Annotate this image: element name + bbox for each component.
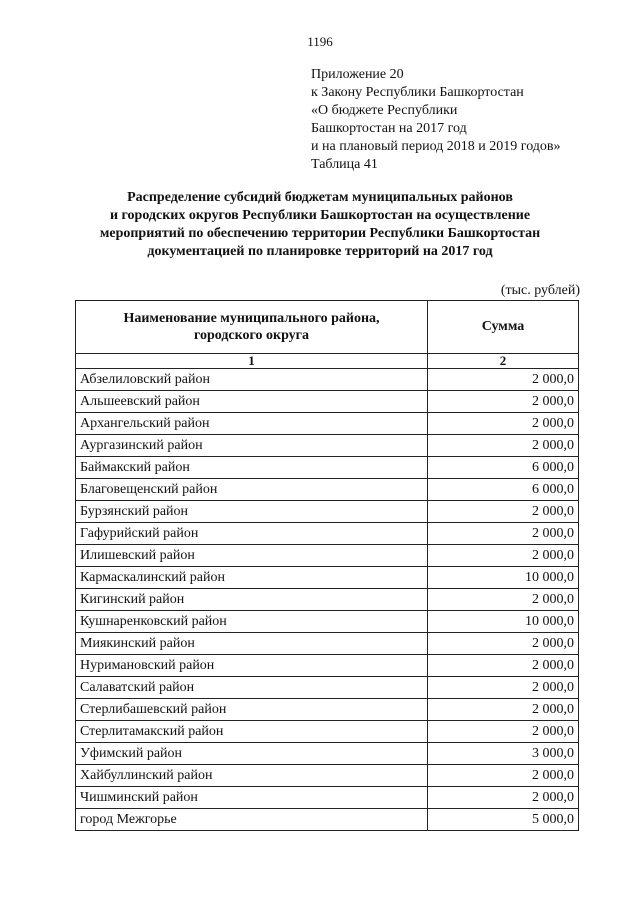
table-row bbox=[76, 809, 579, 831]
table-row bbox=[76, 457, 579, 479]
title-line: Распределение субсидий бюджетам муниципальных районов bbox=[127, 190, 513, 205]
table-row bbox=[76, 413, 579, 435]
district-name: город Межгорье bbox=[76, 809, 428, 831]
district-name: Аургазинский район bbox=[76, 435, 428, 457]
subsidy-amount: 2 000,0 bbox=[428, 699, 579, 721]
table-row bbox=[76, 743, 579, 765]
subsidy-amount: 3 000,0 bbox=[428, 743, 579, 765]
title-line: мероприятий по обеспечению территории Республики Башкортостан bbox=[99, 226, 541, 241]
appendix-line: Таблица 41 bbox=[311, 157, 378, 172]
subsidy-amount: 2 000,0 bbox=[428, 655, 579, 677]
district-name: Чишминский район bbox=[76, 787, 428, 809]
appendix-line: и на плановый период 2018 и 2019 годов» bbox=[311, 139, 561, 154]
table-row bbox=[76, 391, 579, 413]
district-name: Кармаскалинский район bbox=[76, 567, 428, 589]
district-name: Стерлитамакский район bbox=[76, 721, 428, 743]
subsidy-amount: 2 000,0 bbox=[428, 589, 579, 611]
table-row bbox=[76, 655, 579, 677]
table-row bbox=[76, 787, 579, 809]
district-name: Баймакский район bbox=[76, 457, 428, 479]
appendix-line: «О бюджете Республики bbox=[311, 103, 458, 118]
table-row bbox=[76, 699, 579, 721]
units-label: (тыс. рублей) bbox=[500, 283, 580, 298]
header-name-column bbox=[76, 301, 428, 354]
district-name: Уфимский район bbox=[76, 743, 428, 765]
table-row bbox=[76, 523, 579, 545]
district-name: Архангельский район bbox=[76, 413, 428, 435]
subsidy-amount: 2 000,0 bbox=[428, 677, 579, 699]
title-line: документацией по планировке территорий на 2017 год bbox=[147, 244, 493, 259]
appendix-line: Приложение 20 bbox=[311, 67, 404, 82]
table-row bbox=[76, 369, 579, 391]
table-row bbox=[76, 633, 579, 655]
district-name: Абзелиловский район bbox=[76, 369, 428, 391]
table-row bbox=[76, 567, 579, 589]
district-name: Миякинский район bbox=[76, 633, 428, 655]
district-name: Бурзянский район bbox=[76, 501, 428, 523]
table-row bbox=[76, 545, 579, 567]
district-name: Хайбуллинский район bbox=[76, 765, 428, 787]
table-row bbox=[76, 721, 579, 743]
district-name: Гафурийский район bbox=[76, 523, 428, 545]
district-name: Благовещенский район bbox=[76, 479, 428, 501]
appendix-block bbox=[311, 66, 561, 174]
subsidy-amount: 2 000,0 bbox=[428, 765, 579, 787]
subsidy-amount: 6 000,0 bbox=[428, 479, 579, 501]
table-row bbox=[76, 765, 579, 787]
appendix-line: к Закону Республики Башкортостан bbox=[311, 85, 524, 100]
header-name-line2: городского округа bbox=[193, 328, 310, 343]
district-name: Илишевский район bbox=[76, 545, 428, 567]
table-row bbox=[76, 589, 579, 611]
subsidy-amount: 2 000,0 bbox=[428, 413, 579, 435]
subsidy-amount: 2 000,0 bbox=[428, 501, 579, 523]
district-name: Нуримановский район bbox=[76, 655, 428, 677]
subsidy-amount: 2 000,0 bbox=[428, 523, 579, 545]
subsidy-amount: 2 000,0 bbox=[428, 391, 579, 413]
table-row bbox=[76, 435, 579, 457]
district-name: Альшеевский район bbox=[76, 391, 428, 413]
subsidies-table bbox=[75, 300, 579, 831]
document-title bbox=[0, 189, 640, 261]
subsidy-amount: 2 000,0 bbox=[428, 545, 579, 567]
subsidy-amount: 2 000,0 bbox=[428, 787, 579, 809]
column-number-row bbox=[76, 354, 579, 369]
title-line: и городских округов Республики Башкортостан на осуществление bbox=[109, 208, 531, 223]
district-name: Кушнаренковский район bbox=[76, 611, 428, 633]
table-header-row bbox=[76, 301, 579, 354]
subsidy-amount: 2 000,0 bbox=[428, 633, 579, 655]
page-number: 1196 bbox=[307, 34, 333, 49]
subsidy-amount: 10 000,0 bbox=[428, 567, 579, 589]
subsidy-amount: 5 000,0 bbox=[428, 809, 579, 831]
table-row bbox=[76, 677, 579, 699]
table-row bbox=[76, 501, 579, 523]
subsidy-amount: 2 000,0 bbox=[428, 369, 579, 391]
header-name-line1: Наименование муниципального района, bbox=[123, 311, 380, 326]
column-number: 1 bbox=[76, 354, 428, 369]
column-number: 2 bbox=[428, 354, 579, 369]
subsidy-amount: 2 000,0 bbox=[428, 435, 579, 457]
subsidy-amount: 2 000,0 bbox=[428, 721, 579, 743]
district-name: Кигинский район bbox=[76, 589, 428, 611]
subsidy-amount: 6 000,0 bbox=[428, 457, 579, 479]
subsidy-amount: 10 000,0 bbox=[428, 611, 579, 633]
header-sum-column: Сумма bbox=[428, 301, 579, 354]
appendix-line: Башкортостан на 2017 год bbox=[311, 121, 467, 136]
district-name: Салаватский район bbox=[76, 677, 428, 699]
district-name: Стерлибашевский район bbox=[76, 699, 428, 721]
table-row bbox=[76, 479, 579, 501]
table-row bbox=[76, 611, 579, 633]
